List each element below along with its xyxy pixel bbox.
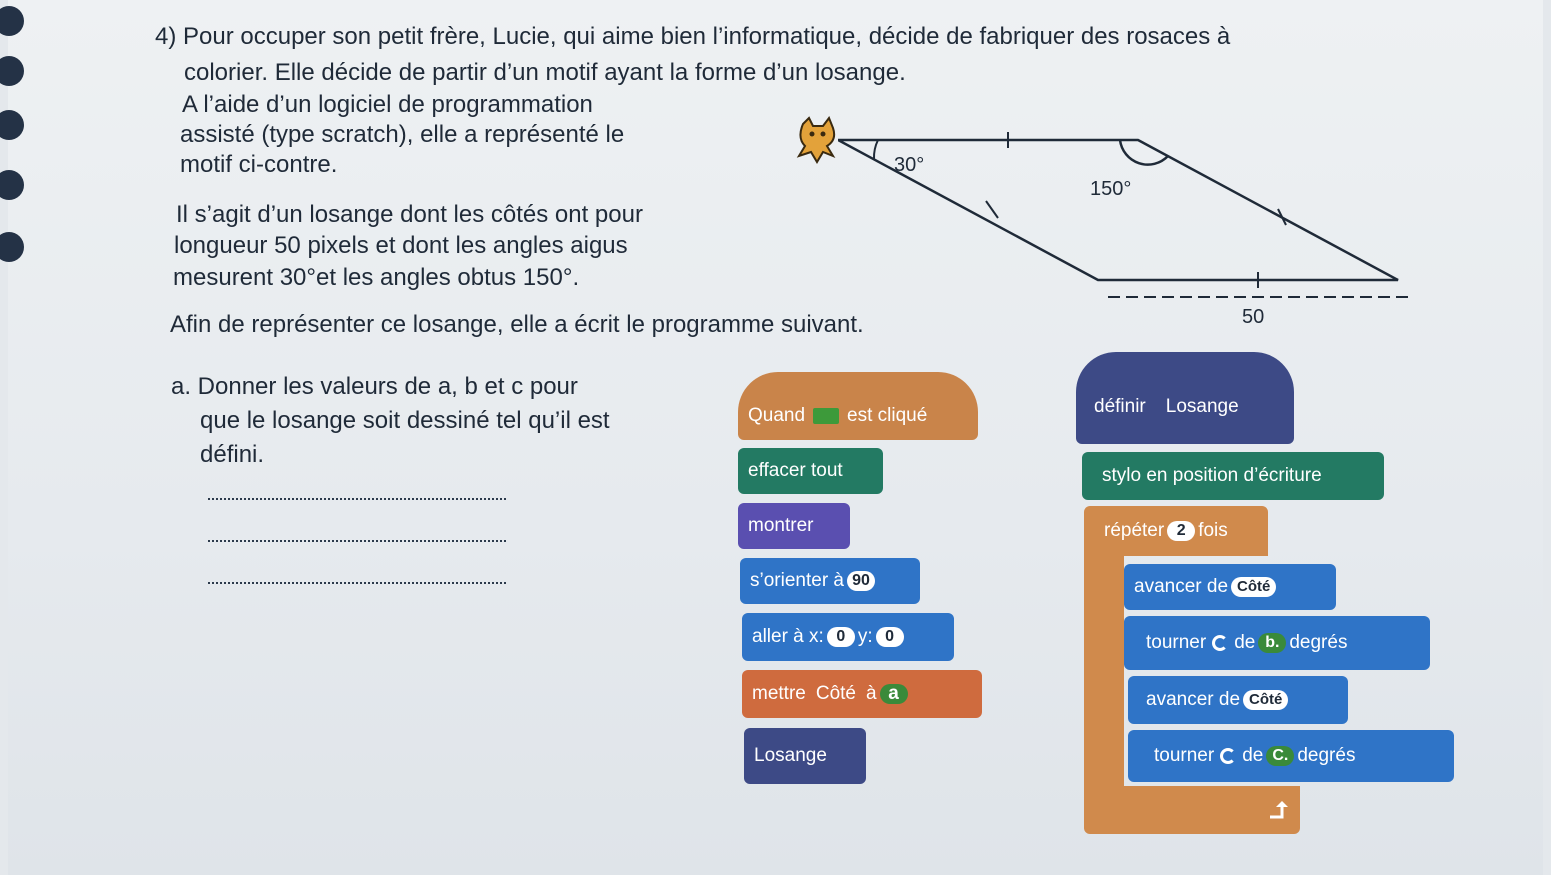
binder-hole <box>0 110 24 140</box>
turn2-suffix-label: degrés <box>1297 745 1356 766</box>
aide-line-1: A l’aide d’un logiciel de programmation <box>182 91 593 118</box>
binder-hole <box>0 232 24 262</box>
set-variable-name: Côté <box>815 683 856 704</box>
goto-x-label: aller à x: <box>752 626 824 647</box>
scratch-cat-icon <box>793 116 841 171</box>
losange-line-3: mesurent 30°et les angles obtus 150°. <box>173 264 580 291</box>
turn2-value-input[interactable]: C. <box>1266 746 1294 766</box>
pen-down-block[interactable] <box>1082 452 1384 500</box>
turn2-label: tourner <box>1154 745 1215 766</box>
turn-right-block-1[interactable] <box>1124 616 1430 670</box>
green-flag-icon <box>813 408 839 424</box>
turn1-label: tourner <box>1146 632 1207 653</box>
goto-y-label: y: <box>857 626 873 647</box>
goto-xy-block[interactable] <box>742 613 954 661</box>
move2-value-reporter[interactable]: Côté <box>1243 690 1288 710</box>
goto-x-input[interactable]: 0 <box>827 627 855 647</box>
point-value-input[interactable]: 90 <box>847 571 875 591</box>
goto-y-input[interactable]: 0 <box>876 627 904 647</box>
rhombus-figure <box>838 125 1418 320</box>
repeat-block-end <box>1084 786 1300 834</box>
turn-right-block-2[interactable] <box>1128 730 1454 782</box>
point-label: s’orienter à <box>750 570 844 591</box>
when-start-label: Quand <box>748 405 806 426</box>
move2-label: avancer de <box>1146 689 1241 710</box>
aide-line-2: assisté (type scratch), elle a représenté le <box>180 121 625 148</box>
aide-line-3: motif ci-contre. <box>180 151 338 178</box>
define-losange-block[interactable] <box>1076 352 1294 444</box>
when-end-label: est cliqué <box>847 405 928 426</box>
define-label: définir <box>1094 396 1146 417</box>
question-a-line-1: a. Donner les valeurs de a, b et c pour <box>171 373 578 400</box>
binder-hole <box>0 170 24 200</box>
worksheet-page <box>8 0 1543 875</box>
clear-block[interactable] <box>738 448 883 494</box>
side-length-label: 50 <box>1242 306 1265 328</box>
binder-hole <box>0 56 24 86</box>
answer-line[interactable] <box>208 582 506 584</box>
losange-call-block[interactable] <box>744 728 866 784</box>
angle-acute-label: 30° <box>894 154 925 176</box>
repeat-count-input[interactable]: 2 <box>1167 521 1195 541</box>
rotate-right-icon <box>1220 748 1236 764</box>
when-flag-clicked-block[interactable] <box>738 372 978 440</box>
programme-line: Afin de représenter ce losange, elle a écrit le programme suivant. <box>170 311 864 338</box>
turn1-de-label: de <box>1234 632 1256 653</box>
move1-value-reporter[interactable]: Côté <box>1231 577 1276 597</box>
question-a-line-3: défini. <box>200 441 265 468</box>
turn2-de-label: de <box>1242 745 1264 766</box>
answer-line[interactable] <box>208 498 506 500</box>
answer-line[interactable] <box>208 540 506 542</box>
set-value-input[interactable]: a <box>880 684 908 704</box>
repeat-block-arm <box>1084 556 1124 786</box>
angle-obtuse-label: 150° <box>1090 178 1132 200</box>
set-variable-block[interactable] <box>742 670 982 718</box>
loop-arrow-icon <box>1266 799 1290 821</box>
set-to-label: à <box>866 683 877 704</box>
turn1-suffix-label: degrés <box>1289 632 1348 653</box>
intro-line-2: colorier. Elle décide de partir d’un motif ayant la forme d’un losange. <box>184 59 906 86</box>
losange-line-2: longueur 50 pixels et dont les angles aigus <box>174 232 628 259</box>
intro-line-1: 4) Pour occuper son petit frère, Lucie, qui aime bien l’informatique, décide de fabriquer des rosaces à <box>155 23 1231 50</box>
rotate-right-icon <box>1212 635 1228 651</box>
losange-line-1: Il s’agit d’un losange dont les côtés ont pour <box>176 201 643 228</box>
show-label: montrer <box>748 515 814 536</box>
repeat-suffix-label: fois <box>1198 520 1228 541</box>
move1-label: avancer de <box>1134 576 1229 597</box>
repeat-label: répéter <box>1104 520 1165 541</box>
repeat-block[interactable] <box>1084 506 1268 556</box>
call-label: Losange <box>754 745 827 766</box>
point-direction-block[interactable] <box>740 558 920 604</box>
define-name-label: Losange <box>1165 396 1239 417</box>
move-steps-block-2[interactable] <box>1128 676 1348 724</box>
binder-hole <box>0 6 24 36</box>
question-a-line-2: que le losange soit dessiné tel qu’il est <box>200 407 610 434</box>
move-steps-block-1[interactable] <box>1124 564 1336 610</box>
show-block[interactable] <box>738 503 850 549</box>
pen-down-label: stylo en position d’écriture <box>1102 465 1322 486</box>
set-label: mettre <box>752 683 806 704</box>
clear-label: effacer tout <box>748 460 843 481</box>
turn1-value-input[interactable]: b. <box>1258 633 1286 653</box>
